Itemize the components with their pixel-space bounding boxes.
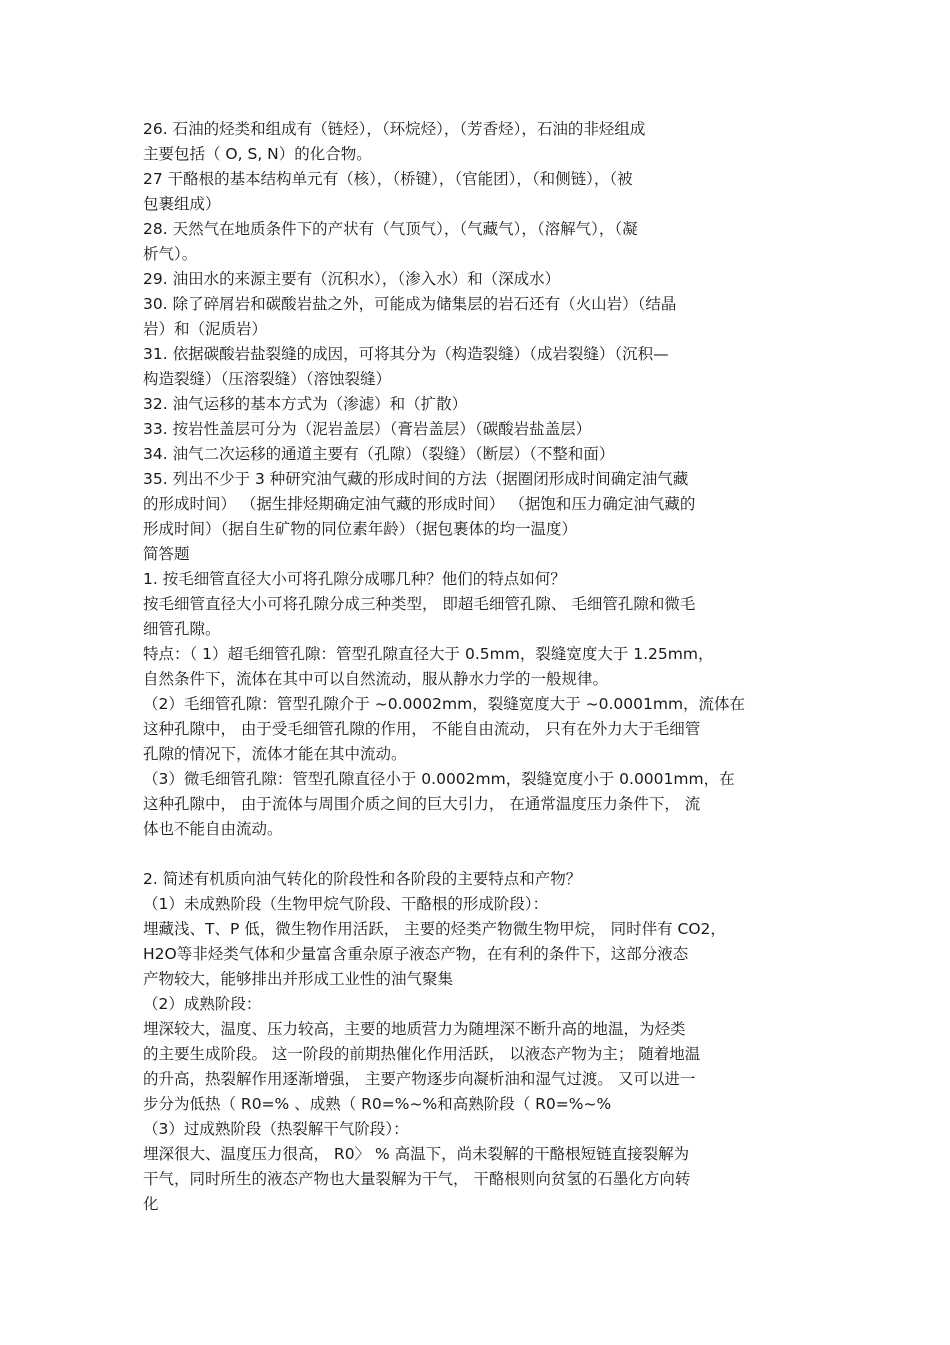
text-line: 28. 天然气在地质条件下的产状有（气顶气），（气藏气），（溶解气），（凝 — [143, 220, 638, 238]
text-line: （2）成熟阶段： — [143, 995, 262, 1013]
text-line: （1）未成熟阶段（生物甲烷气阶段、干酪根的形成阶段）： — [143, 895, 549, 913]
text-line: 33. 按岩性盖层可分为（泥岩盖层）（膏岩盖层）（碳酸岩盐盖层） — [143, 420, 592, 438]
text-line: （3）微毛细管孔隙：管型孔隙直径小于 0.0002mm，裂缝宽度小于 0.0001mm，在 — [143, 770, 735, 788]
text-line: 埋深很大、温度压力很高， R0〉 % 高温下，尚未裂解的干酪根短链直接裂解为 — [143, 1145, 690, 1163]
text-line: （3）过成熟阶段（热裂解干气阶段）： — [143, 1120, 409, 1138]
text-line: 26. 石油的烃类和组成有（链烃），（环烷烃），（芳香烃），石油的非烃组成 — [143, 120, 646, 138]
text-line: 产物较大，能够排出并形成工业性的油气聚集 — [143, 970, 454, 988]
text-line: 主要包括（ O, S, N）的化合物。 — [143, 145, 372, 163]
text-line: 31. 依据碳酸岩盐裂缝的成因，可将其分为（构造裂缝）（成岩裂缝）（沉积— — [143, 345, 669, 363]
text-line: 埋深较大，温度、压力较高，主要的地质营力为随埋深不断升高的地温，为烃类 — [143, 1020, 686, 1038]
text-line: 体也不能自由流动。 — [143, 820, 283, 838]
text-line: 埋藏浅、T、P 低，微生物作用活跃， 主要的烃类产物微生物甲烷， 同时伴有 CO2， — [143, 920, 726, 938]
text-line: 的升高，热裂解作用逐渐增强， 主要产物逐步向凝析油和湿气过渡。 又可以进一 — [143, 1070, 696, 1088]
text-line: 29. 油田水的来源主要有（沉积水），（渗入水）和（深成水） — [143, 270, 561, 288]
text-line: 这种孔隙中， 由于流体与周围介质之间的巨大引力， 在通常温度压力条件下， 流 — [143, 795, 701, 813]
text-line: 包裹组成） — [143, 195, 221, 213]
text-line: 形成时间）（据自生矿物的同位素年龄）（据包裹体的均一温度） — [143, 520, 578, 538]
text-line: 自然条件下，流体在其中可以自然流动，服从静水力学的一般规律。 — [143, 670, 609, 688]
text-line: 步分为低热（ R0=% 、成熟（ R0=%~%和高熟阶段（ R0=%~% — [143, 1095, 612, 1113]
text-line: 特点：（ 1）超毛细管孔隙：管型孔隙直径大于 0.5mm，裂缝宽度大于 1.25mm， — [143, 645, 714, 663]
text-line: 化 — [143, 1195, 159, 1213]
text-line: 析气）。 — [143, 245, 198, 263]
blank-line — [143, 842, 813, 867]
text-line: 干气，同时所生的液态产物也大量裂解为干气， 干酪根则向贫氢的石墨化方向转 — [143, 1170, 691, 1188]
text-line: 按毛细管直径大小可将孔隙分成三种类型， 即超毛细管孔隙、 毛细管孔隙和微毛 — [143, 595, 696, 613]
text-line: 32. 油气运移的基本方式为（渗滤）和（扩散） — [143, 395, 468, 413]
text-line: 这种孔隙中， 由于受毛细管孔隙的作用， 不能自由流动， 只有在外力大于毛细管 — [143, 720, 701, 738]
text-line: 的形成时间） （据生排烃期确定油气藏的形成时间） （据饱和压力确定油气藏的 — [143, 495, 696, 513]
text-line: 35. 列出不少于 3 种研究油气藏的形成时间的方法（据圈闭形成时间确定油气藏 — [143, 470, 689, 488]
text-line: 构造裂缝）（压溶裂缝）（溶蚀裂缝） — [143, 370, 392, 388]
text-line: 30. 除了碎屑岩和碳酸岩盐之外，可能成为储集层的岩石还有（火山岩）（结晶 — [143, 295, 677, 313]
text-line: 岩）和（泥质岩） — [143, 320, 268, 338]
text-line: 孔隙的情况下，流体才能在其中流动。 — [143, 745, 407, 763]
question-heading: 1. 按毛细管直径大小可将孔隙分成哪几种？他们的特点如何？ — [143, 570, 566, 588]
section-heading: 简答题 — [143, 545, 190, 563]
text-line: 的主要生成阶段。 这一阶段的前期热催化作用活跃， 以液态产物为主； 随着地温 — [143, 1045, 701, 1063]
text-line: 34. 油气二次运移的通道主要有（孔隙）（裂缝）（断层）（不整和面） — [143, 445, 615, 463]
text-line: 细管孔隙。 — [143, 620, 221, 638]
text-line: H2O等非烃类气体和少量富含重杂原子液态产物，在有利的条件下，这部分液态 — [143, 945, 689, 963]
document-body — [143, 117, 813, 1217]
text-line: （2）毛细管孔隙：管型孔隙介于 ~0.0002mm，裂缝宽度大于 ~0.0001mm，流体在 — [143, 695, 746, 713]
question-heading: 2. 简述有机质向油气转化的阶段性和各阶段的主要特点和产物？ — [143, 870, 582, 888]
text-line: 27 干酪根的基本结构单元有（核），（桥键），（官能团），（和侧链），（被 — [143, 170, 633, 188]
